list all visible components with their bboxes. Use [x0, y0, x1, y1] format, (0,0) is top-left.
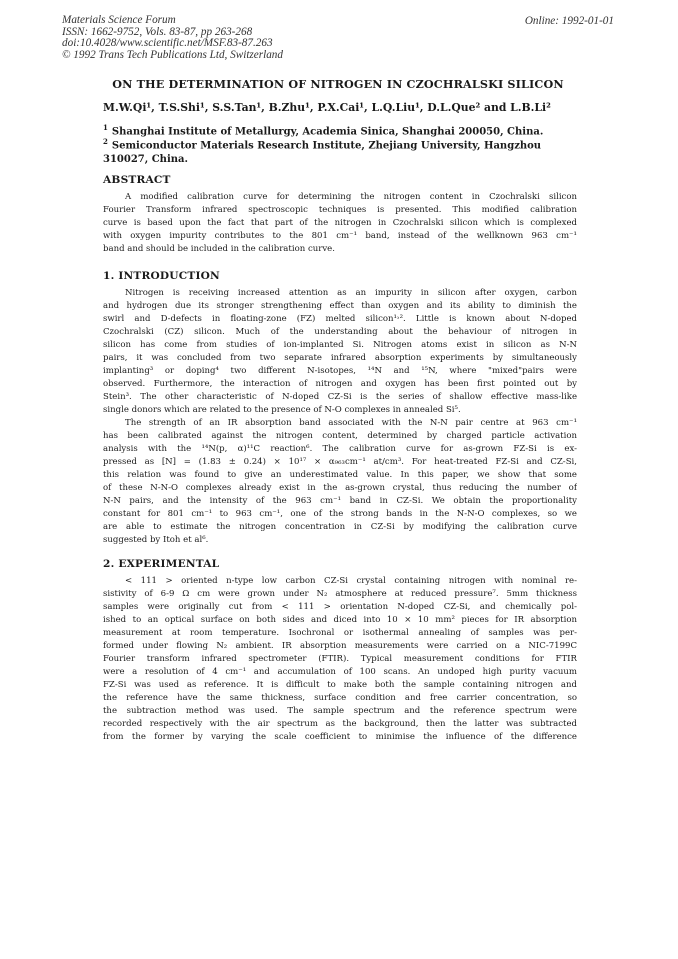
text-line: N-N pairs, and the intensity of the 963 cm⁻¹ band in CZ-Si. We obtain the proportionality [103, 496, 577, 506]
affiliation-text: Shanghai Institute of Metallurgy, Academia Sinica, Shanghai 200050, China. [111, 126, 544, 138]
text-line: the subtraction method was used. The sample spectrum and the reference spectrum were [103, 706, 577, 716]
journal-name: Materials Science Forum [62, 14, 176, 26]
introduction-heading: 1. INTRODUCTION [103, 270, 220, 282]
text-line: has been calibrated against the nitrogen content, determined by charged particle activation [103, 431, 577, 441]
text-line: recorded respectively with the air spectrum as the background, then the latter was subtracted [103, 719, 577, 729]
text-line: pressed as [N] = (1.83 ± 0.24) × 10¹⁷ × α₉₆₃cm⁻¹ at/cm³. For heat-treated FZ-Si and CZ-Si, [103, 457, 577, 467]
abstract-heading: ABSTRACT [103, 174, 171, 186]
text-line: constant for 801 cm⁻¹ to 963 cm⁻¹, one of the strong bands in the N-N-O complexes, so we [103, 509, 577, 519]
text-line: Nitrogen is receiving increased attention as an impurity in silicon after oxygen, carbon [125, 288, 577, 298]
text-line: formed under flowing N₂ ambient. IR absorption measurements were carried on a NIC-7199C [103, 641, 577, 651]
text-line: Fourier transform infrared spectrometer (FTIR). Typical measurement conditions for FTIR [103, 654, 577, 664]
text-line: The strength of an IR absorption band associated with the N-N pair centre at 963 cm⁻¹ [125, 418, 577, 428]
copyright-line: © 1992 Trans Tech Publications Ltd, Switzerland [62, 48, 283, 61]
text-line: this relation was found to give an underestimated value. In this paper, we show that some [103, 470, 577, 480]
text-line: FZ-Si was used as reference. It is difficult to make both the sample containing nitrogen and [103, 680, 577, 690]
text-line: pairs, it was concluded from two separate infrared absorption experiments by simultaneously [103, 353, 577, 363]
journal-metadata [62, 15, 283, 61]
online-date: Online: 1992-01-01 [524, 15, 614, 27]
text-line: observed. Furthermore, the interaction of nitrogen and oxygen has been first pointed out by [103, 379, 577, 389]
text-line: ished to an optical surface on both sides and diced into 10 × 10 mm² pieces for IR absorption [103, 615, 577, 625]
text-line: band and should be included in the calibration curve. [103, 244, 335, 254]
text-line: from the former by varying the scale coefficient to minimise the influence of the difference [103, 732, 577, 742]
text-line: Czochralski (CZ) silicon. Much of the understanding about the behaviour of nitrogen in [103, 327, 577, 337]
affiliation-mark: 1 [103, 123, 108, 132]
experimental-heading: 2. EXPERIMENTAL [103, 558, 220, 570]
issn-line: ISSN: 1662-9752, Vols. 83-87, pp 263-268 [62, 25, 253, 38]
paper-title: ON THE DETERMINATION OF NITROGEN IN CZOCHRALSKI SILICON [112, 77, 564, 91]
text-line: sistivity of 6-9 Ω cm were grown under N₂ atmosphere at reduced pressure⁷. 5mm thickness [103, 589, 577, 599]
text-line: measurement at room temperature. Isochronal or isothermal annealing of samples was per- [103, 628, 577, 638]
text-line: implanting³ or doping⁴ two different N-isotopes, ¹⁴N and ¹⁵N, where "mixed"pairs were [103, 366, 577, 376]
text-line: with oxygen impurity contributes to the 801 cm⁻¹ band, instead of the wellknown 963 cm⁻¹ [103, 231, 577, 241]
text-line: Stein³. The other characteristic of N-doped CZ-Si is the series of shallow effective mass-like [103, 392, 577, 402]
text-line: Fourier Transform infrared spectroscopic techniques is presented. This modified calibration [103, 205, 577, 215]
text-line: and hydrogen due its stronger strengthening effect than oxygen and its ability to diminish the [103, 301, 577, 311]
experimental-body [103, 575, 577, 744]
introduction-body [103, 287, 577, 547]
text-line: of these N-N-O complexes already exist in the as-grown crystal, thus reducing the number of [103, 483, 577, 493]
abstract-body [103, 191, 577, 256]
affiliation-text: Semiconductor Materials Research Institute, Zhejiang University, Hangzhou 310027, China. [103, 140, 542, 166]
author-list: M.W.Qi¹, T.S.Shi¹, S.S.Tan¹, B.Zhu¹, P.X.Cai¹, L.Q.Liu¹, D.L.Que² and L.B.Li² [103, 101, 551, 114]
text-line: silicon has come from studies of ion-implanted Si. Nitrogen atoms exist in silicon as N-N [103, 340, 577, 350]
text-line: swirl and D-defects in floating-zone (FZ) melted silicon¹˒². Little is known about N-doped [103, 314, 577, 324]
text-line: < 111 > oriented n-type low carbon CZ-Si crystal containing nitrogen with nominal re- [125, 576, 577, 586]
text-line: single donors which are related to the presence of N-O complexes in annealed Si⁵. [103, 405, 461, 415]
text-line: curve is based upon the fact that part of the nitrogen in Czochralski silicon which is complexed [103, 218, 577, 228]
doi-line: doi:10.4028/www.scientific.net/MSF.83-87.263 [62, 37, 273, 49]
text-line: samples were originally cut from < 111 > orientation N-doped CZ-Si, and chemically pol- [103, 602, 577, 612]
text-line: suggested by Itoh et al⁶. [103, 535, 209, 545]
text-line: are able to estimate the nitrogen concentration in CZ-Si by modifying the calibration curve [103, 522, 577, 532]
text-line: were a resolution of 4 cm⁻¹ and accumulation of 100 scans. An undoped high purity vacuum [103, 667, 577, 677]
affiliation-mark: 2 [103, 137, 108, 146]
text-line: A modified calibration curve for determining the nitrogen content in Czochralski silicon [125, 192, 577, 202]
text-line: the reference have the same thickness, surface condition and free carrier concentration, so [103, 693, 577, 703]
text-line: analysis with the ¹⁴N(p, α)¹¹C reaction⁶. The calibration curve for as-grown FZ-Si is ex- [103, 444, 577, 454]
affiliation-2 [103, 135, 573, 167]
